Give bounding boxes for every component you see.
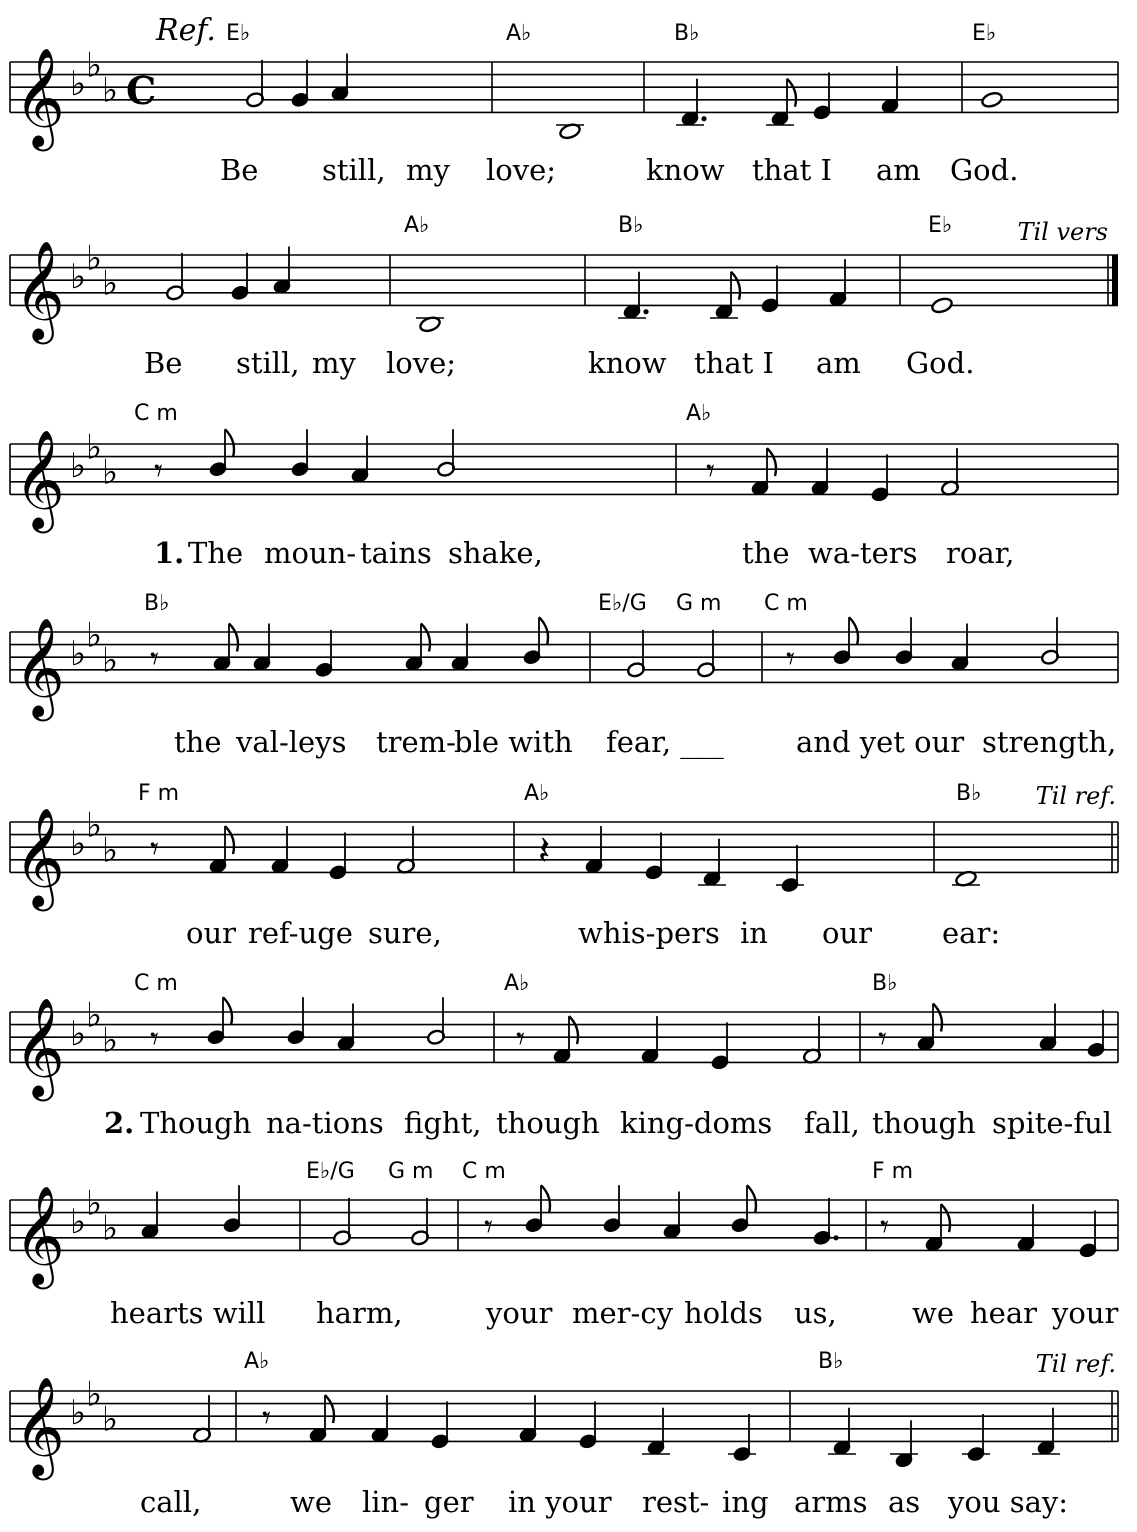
lyric-syllable: whis-pers <box>578 916 720 950</box>
lyric-syllable: your <box>486 1296 553 1330</box>
lyric-syllable: trem- <box>376 725 456 759</box>
eighth-rest-icon: 𝄾 <box>706 450 716 491</box>
chord: E♭/G <box>306 1159 355 1184</box>
staff <box>10 615 1118 721</box>
flat-icon: ♭ <box>102 1399 119 1440</box>
treble-clef-icon: 𝄞 <box>14 1185 65 1286</box>
chord: B♭ <box>956 781 982 806</box>
lyric-syllable: ear: <box>942 916 1001 950</box>
flat-icon: ♭ <box>70 634 87 675</box>
lyric-syllable: am <box>876 153 921 187</box>
note-flag <box>933 1004 942 1032</box>
lyric-syllable: us, <box>794 1296 837 1330</box>
lyrics <box>104 153 1119 1519</box>
eighth-rest-icon: 𝄾 <box>878 1018 888 1059</box>
lyric-syllable: love; <box>486 153 557 187</box>
lyric-syllable: though <box>496 1106 600 1140</box>
lyric-syllable: our <box>822 916 872 950</box>
lyric-syllable: strength, <box>982 725 1117 759</box>
notes <box>245 54 1003 141</box>
chord: A♭ <box>404 213 430 238</box>
flat-icon: ♭ <box>86 615 103 656</box>
note-head <box>981 91 1004 109</box>
lyric-syllable: Be <box>220 153 259 187</box>
lyric-syllable: fear, ___ <box>606 725 724 759</box>
eighth-rest-icon: 𝄾 <box>262 1397 272 1438</box>
lyric-syllable: holds <box>684 1296 763 1330</box>
chord: B♭ <box>674 21 700 46</box>
chord: B♭ <box>618 213 644 238</box>
note-flag <box>223 997 232 1025</box>
lyric-syllable: ble with <box>454 725 573 759</box>
eighth-rest-icon: 𝄾 <box>150 638 160 679</box>
staff <box>10 805 1118 911</box>
chord: A♭ <box>686 401 712 426</box>
eighth-rest-icon: 𝄾 <box>880 1206 890 1247</box>
chord: E♭ <box>972 21 997 46</box>
eighth-rest-icon: 𝄾 <box>150 1018 160 1059</box>
chord: C m <box>134 401 178 426</box>
chord: A♭ <box>506 21 532 46</box>
flat-icon: ♭ <box>102 1020 119 1061</box>
chord-symbols <box>134 21 996 1374</box>
lyric-syllable: in your <box>508 1485 612 1519</box>
lyric-syllable: we <box>290 1485 332 1519</box>
lyric-syllable: na-tions <box>266 1106 384 1140</box>
chord: E♭/G <box>598 591 647 616</box>
note-flag <box>225 826 234 854</box>
augmentation-dot <box>833 1235 838 1240</box>
notes <box>150 997 1106 1071</box>
lyric-syllable: val-leys <box>236 725 347 759</box>
flat-icon: ♭ <box>102 1208 119 1249</box>
note-flag <box>229 624 238 652</box>
lyric-syllable: hearts will <box>110 1296 266 1330</box>
quarter-rest-icon: 𝄽 <box>538 827 551 874</box>
staves <box>10 45 1118 1480</box>
notes <box>165 247 953 334</box>
lyric-syllable: arms <box>794 1485 868 1519</box>
staff <box>10 1374 1118 1480</box>
augmentation-dot <box>701 116 706 121</box>
chord: G m <box>676 591 722 616</box>
flat-icon: ♭ <box>70 257 87 298</box>
lyric-syllable: our <box>186 916 236 950</box>
lyric-syllable: harm, <box>316 1296 403 1330</box>
note-flag <box>325 1395 334 1423</box>
lyric-syllable: my <box>406 153 450 187</box>
lyric-syllable: sure, <box>368 916 442 950</box>
notes <box>192 1395 1060 1469</box>
staff <box>10 427 1118 533</box>
til-ref-mark: Til ref. <box>1035 782 1116 810</box>
lyric-syllable: still, <box>322 153 386 187</box>
verse-number: 2. <box>104 1106 135 1140</box>
lyric-syllable: you say: <box>948 1485 1069 1519</box>
flat-icon: ♭ <box>86 805 103 846</box>
note-flag <box>731 272 740 300</box>
lyric-syllable: your <box>1052 1296 1119 1330</box>
lyric-syllable: roar, <box>946 536 1015 570</box>
flat-icon: ♭ <box>86 238 103 279</box>
staff <box>10 995 1118 1101</box>
flat-icon: ♭ <box>86 995 103 1036</box>
eighth-rest-icon: 𝄾 <box>484 1206 494 1247</box>
lyric-syllable: still, <box>236 346 300 380</box>
common-time-icon: C <box>126 67 157 113</box>
lyric-syllable: know <box>646 153 725 187</box>
lyric-syllable: as <box>888 1485 921 1519</box>
chord: B♭ <box>818 1349 844 1374</box>
lyric-syllable: hear <box>970 1296 1037 1330</box>
lyric-syllable: ing <box>722 1485 769 1519</box>
treble-clef-icon: 𝄞 <box>14 47 65 148</box>
chord: C m <box>764 591 808 616</box>
treble-clef-icon: 𝄞 <box>14 807 65 908</box>
note-flag <box>787 79 796 107</box>
lyric-syllable: tains <box>360 536 432 570</box>
staff <box>10 1183 1118 1289</box>
lyric-syllable: call, <box>140 1485 202 1519</box>
flat-icon: ♭ <box>70 824 87 865</box>
flat-icon: ♭ <box>86 45 103 86</box>
chord: F m <box>138 781 180 806</box>
lyric-syllable: ger <box>424 1485 474 1519</box>
flat-icon: ♭ <box>102 830 119 871</box>
staff <box>10 45 1118 151</box>
lyric-syllable: in <box>740 916 768 950</box>
flat-icon: ♭ <box>86 1374 103 1415</box>
chord: E♭ <box>226 21 251 46</box>
lyric-syllable: shake, <box>448 536 543 570</box>
note-head <box>931 296 954 314</box>
flat-icon: ♭ <box>102 452 119 493</box>
flat-icon: ♭ <box>70 64 87 105</box>
note-flag <box>569 1016 578 1044</box>
chord: C m <box>134 971 178 996</box>
eighth-rest-icon: 𝄾 <box>150 828 160 869</box>
note-flag <box>941 1204 950 1232</box>
flat-icon: ♭ <box>102 263 119 304</box>
notes <box>154 429 960 503</box>
lyric-syllable: fight, <box>404 1106 482 1140</box>
note-flag <box>421 624 430 652</box>
lyric-syllable: though <box>872 1106 976 1140</box>
flat-icon: ♭ <box>102 640 119 681</box>
eighth-rest-icon: 𝄾 <box>516 1018 526 1059</box>
flat-icon: ♭ <box>70 1202 87 1243</box>
lyric-syllable: spite-ful <box>992 1106 1113 1140</box>
til-vers-mark: Til vers <box>1017 218 1108 246</box>
lyric-syllable: that I <box>752 153 832 187</box>
notes <box>140 1185 1097 1259</box>
flat-icon: ♭ <box>86 427 103 468</box>
chord: A♭ <box>244 1349 270 1374</box>
lyric-syllable: moun- <box>264 536 357 570</box>
staff <box>10 238 1118 344</box>
refrain-label: Ref. <box>156 13 216 48</box>
lyric-syllable: fall, <box>804 1106 860 1140</box>
lyric-syllable: know <box>588 346 667 380</box>
lyric-syllable: king-doms <box>620 1106 773 1140</box>
lyric-syllable: and yet our <box>796 725 965 759</box>
chord: C m <box>462 1159 506 1184</box>
lyric-syllable: lin- <box>362 1485 410 1519</box>
eighth-rest-icon: 𝄾 <box>786 638 796 679</box>
chord: A♭ <box>504 971 530 996</box>
treble-clef-icon: 𝄞 <box>14 997 65 1098</box>
chord: B♭ <box>144 591 170 616</box>
lyric-syllable: we <box>912 1296 954 1330</box>
lyric-syllable: my <box>312 346 356 380</box>
lyric-syllable: God. <box>906 346 975 380</box>
chord: G m <box>388 1159 434 1184</box>
lyric-syllable: that I <box>694 346 774 380</box>
chord: A♭ <box>524 781 550 806</box>
lyric-syllable: rest- <box>642 1485 710 1519</box>
lyric-syllable: the <box>742 536 790 570</box>
lyric-syllable: Though <box>140 1106 252 1140</box>
treble-clef-icon: 𝄞 <box>14 240 65 341</box>
lyric-syllable: the <box>174 725 222 759</box>
lyric-syllable: Be <box>144 346 183 380</box>
lyric-syllable: ref-uge <box>248 916 353 950</box>
chord: B♭ <box>872 971 898 996</box>
lyric-syllable: God. <box>950 153 1019 187</box>
lyric-syllable: am <box>816 346 861 380</box>
treble-clef-icon: 𝄞 <box>14 429 65 530</box>
treble-clef-icon: 𝄞 <box>14 1376 65 1477</box>
chord: F m <box>872 1159 914 1184</box>
til-ref-mark: Til ref. <box>1035 1350 1116 1378</box>
lyric-syllable: The <box>188 536 244 570</box>
chord: E♭ <box>928 213 953 238</box>
flat-icon: ♭ <box>70 1014 87 1055</box>
lyric-syllable: love; <box>386 346 457 380</box>
flat-icon: ♭ <box>102 70 119 111</box>
verse-number: 1. <box>154 536 185 570</box>
flat-icon: ♭ <box>70 446 87 487</box>
augmentation-dot <box>643 309 648 314</box>
eighth-rest-icon: 𝄾 <box>154 450 164 491</box>
lyric-syllable: wa-ters <box>808 536 918 570</box>
treble-clef-icon: 𝄞 <box>14 617 65 718</box>
lyric-syllable: mer-cy <box>572 1296 673 1330</box>
note-flag <box>767 448 776 476</box>
flat-icon: ♭ <box>86 1183 103 1224</box>
flat-icon: ♭ <box>70 1393 87 1434</box>
